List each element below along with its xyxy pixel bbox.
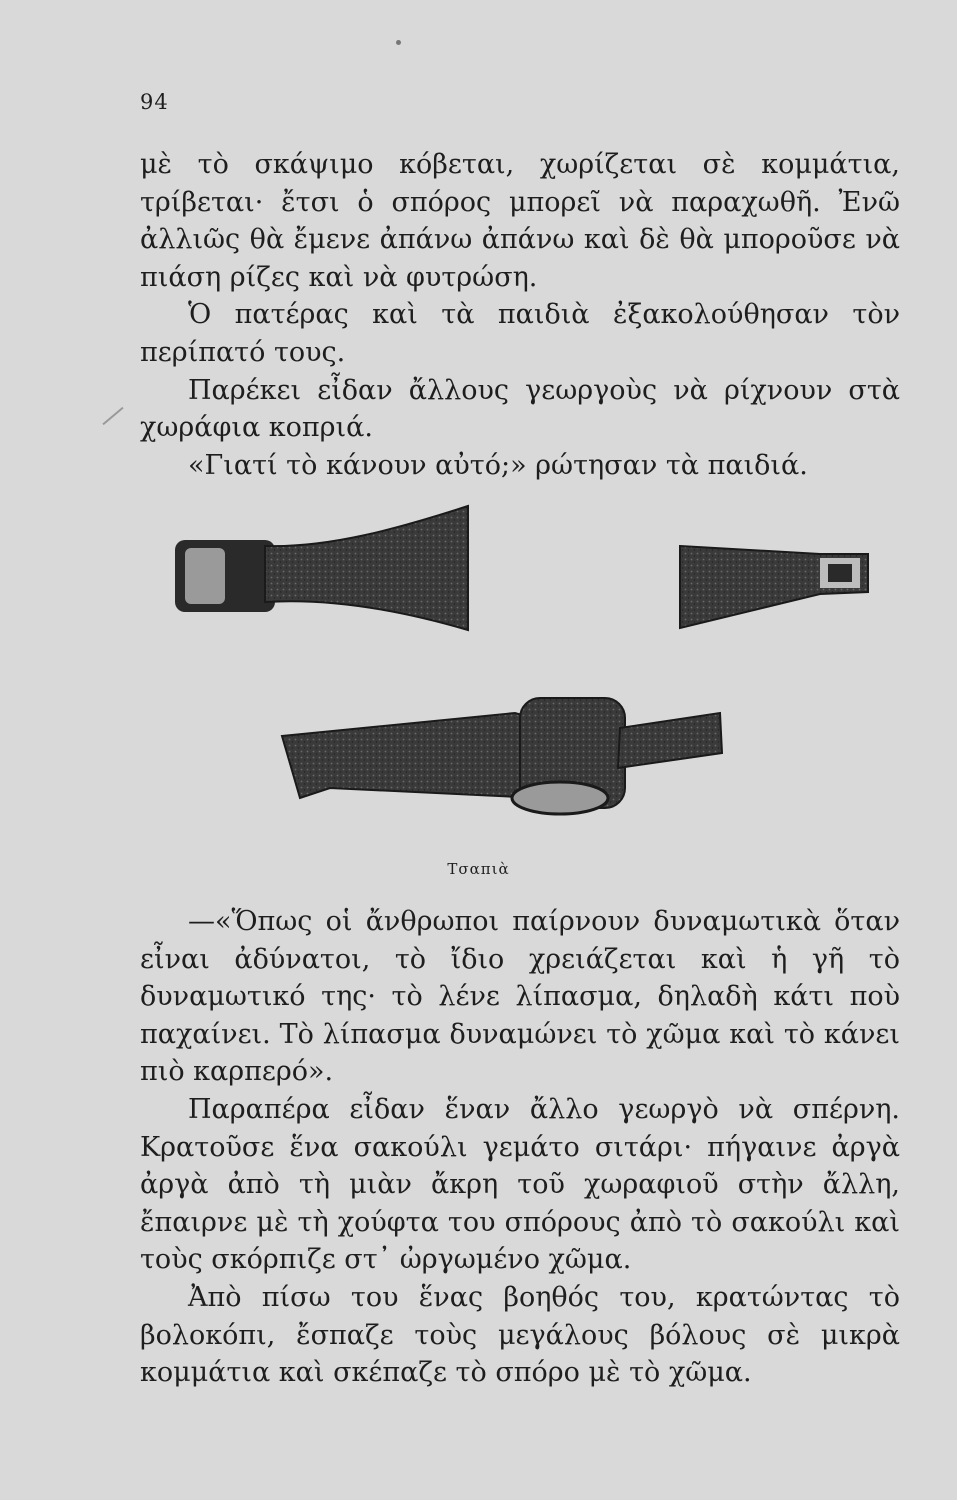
print-speck: [396, 40, 401, 45]
figure-caption: Τσαπιὰ: [447, 860, 510, 878]
paragraph: Ἀπὸ πίσω του ἕνας βοηθός του, κρατώντας τὸ βολοκόπι, ἔσπαζε τοὺς μεγάλους βόλους σὲ μικρὰ κομμάτια καὶ σκέπαζε τὸ σπόρο μὲ τὸ χῶμα.: [140, 1281, 900, 1389]
bottom-text-block: [140, 903, 900, 1392]
paragraph: Ὁ πατέρας καὶ τὰ παιδιὰ ἐξακολούθησαν τὸν περίπατό τους.: [140, 299, 900, 368]
paragraph: μὲ τὸ σκάψιμο κόβεται, χωρίζεται σὲ κομμάτια, τρίβεται· ἔτσι ὁ σπόρος μπορεῖ νὰ παραχωθῆ. Ἐνῶ ἀλλιῶς θὰ ἔμενε ἀπάνω ἀπάνω καὶ δὲ θὰ μποροῦσε νὰ πιάση ρίζες καὶ νὰ φυτρώση.: [140, 149, 900, 293]
hoe-illustration: [0, 498, 957, 828]
paragraph: «Γιατί τὸ κάνουν αὐτό;» ρώτησαν τὰ παιδιά.: [188, 449, 808, 481]
top-text-block: [140, 146, 900, 484]
hoe-blade-narrow-icon: [680, 546, 868, 628]
print-mark: [102, 407, 123, 425]
paragraph: Παραπέρα εἶδαν ἕναν ἄλλο γεωργὸ νὰ σπέρνη. Κρατοῦσε ἕνα σακούλι γεμάτο σιτάρι· πήγαινε ἀργὰ ἀργὰ ἀπὸ τὴ μιὰν ἄκρη τοῦ χωραφιοῦ στὴν ἄλλη, ἔπαιρνε μὲ τὴ χούφτα του σπόρους ἀπὸ τὸ σακούλι καὶ τοὺς σκόρπιζε στ᾽ ὠργωμένο χῶμα.: [140, 1093, 900, 1276]
hoe-blade-wide-icon: [175, 506, 468, 630]
paragraph: Παρέκει εἶδαν ἄλλους γεωργοὺς νὰ ρίχνουν στὰ χωράφια κοπριά.: [140, 374, 900, 444]
hoe-pick-icon: [282, 698, 722, 814]
page-number: 94: [140, 90, 169, 114]
paragraph: —«Ὅπως οἱ ἄνθρωποι παίρνουν δυναμωτικὰ ὅταν εἶναι ἀδύνατοι, τὸ ἴδιο χρειάζεται καὶ ἡ γῆ τὸ δυναμωτικό της· τὸ λένε λίπασμα, δηλαδὴ κάτι ποὺ παχαίνει. Τὸ λίπασμα δυναμώνει τὸ χῶμα καὶ τὸ κάνει πιὸ καρπερό».: [140, 906, 900, 1088]
